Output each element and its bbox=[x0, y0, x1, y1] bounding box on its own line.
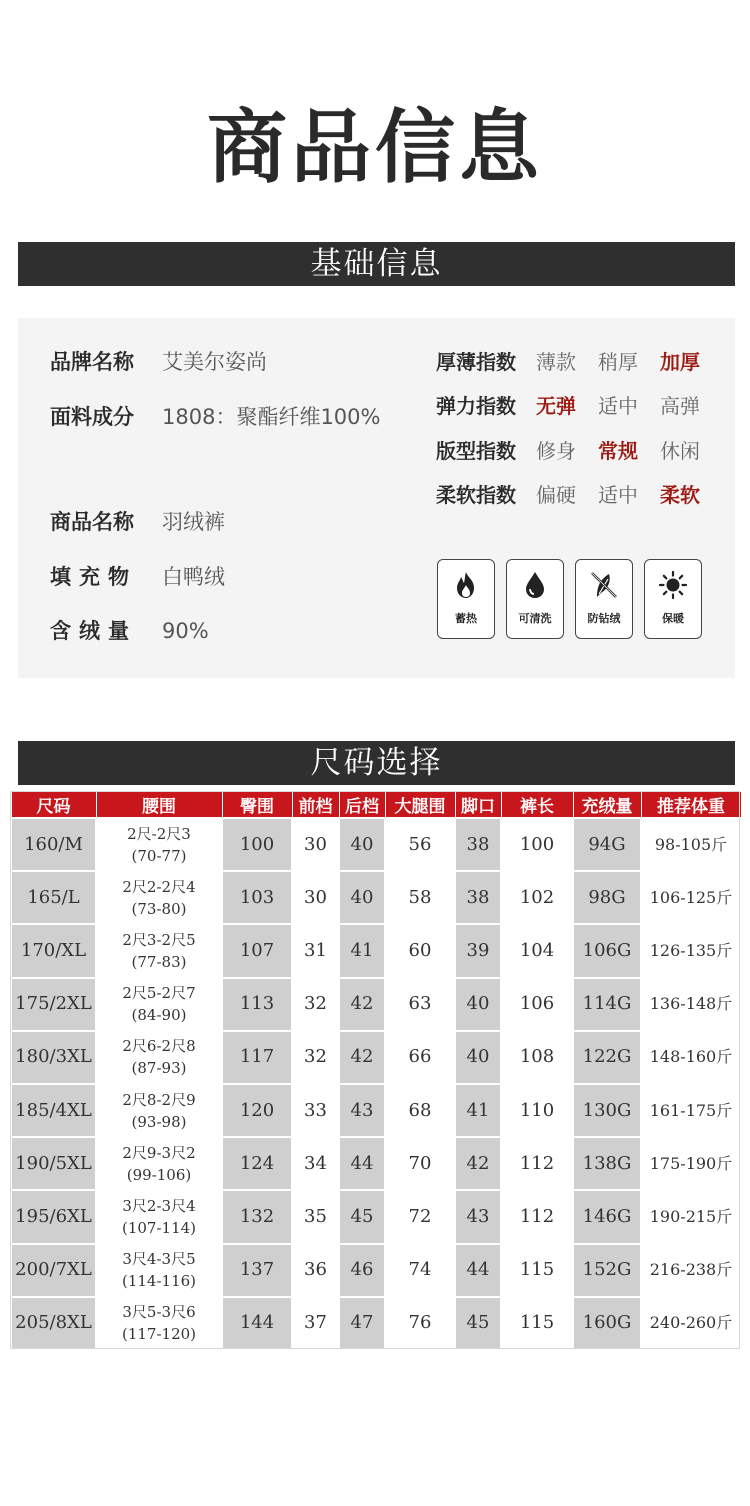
table-cell: 190/5XL bbox=[11, 1137, 96, 1190]
table-cell: 103 bbox=[222, 871, 292, 924]
index-option: 偏硬 bbox=[536, 483, 576, 507]
table-cell: 175-190斤 bbox=[641, 1137, 741, 1190]
table-cell: 32 bbox=[292, 978, 339, 1031]
table-cell: 136-148斤 bbox=[641, 978, 741, 1031]
index-row-elasticity bbox=[436, 391, 722, 421]
index-label: 弹力指数 bbox=[436, 394, 516, 418]
column-header: 脚口 bbox=[455, 792, 501, 819]
table-cell: 94G bbox=[573, 818, 641, 871]
table-cell: 66 bbox=[385, 1031, 455, 1084]
waist-cm: (77-83) bbox=[131, 952, 187, 971]
index-option: 休闲 bbox=[660, 439, 700, 463]
table-cell: 138G bbox=[573, 1137, 641, 1190]
index-option: 稍厚 bbox=[598, 350, 638, 374]
table-cell: 120 bbox=[222, 1084, 292, 1137]
table-cell: 106-125斤 bbox=[641, 871, 741, 924]
table-cell: 160G bbox=[573, 1297, 641, 1350]
table-cell: 40 bbox=[455, 1031, 501, 1084]
table-cell: 74 bbox=[385, 1244, 455, 1297]
info-label: 商品名称 bbox=[50, 510, 134, 534]
waist-cm: (114-116) bbox=[121, 1272, 197, 1291]
info-value: 艾美尔姿尚 bbox=[162, 350, 267, 374]
table-cell: 42 bbox=[339, 978, 385, 1031]
table-cell: 41 bbox=[339, 924, 385, 977]
index-option-selected: 柔软 bbox=[660, 483, 700, 507]
index-option: 修身 bbox=[536, 439, 576, 463]
table-cell: 107 bbox=[222, 924, 292, 977]
index-label: 柔软指数 bbox=[436, 483, 516, 507]
table-cell: 70 bbox=[385, 1137, 455, 1190]
table-cell: 114G bbox=[573, 978, 641, 1031]
table-cell: 76 bbox=[385, 1297, 455, 1350]
table-cell: 161-175斤 bbox=[641, 1084, 741, 1137]
table-cell: 68 bbox=[385, 1084, 455, 1137]
waist-cm: (117-120) bbox=[121, 1325, 197, 1344]
table-cell: 98-105斤 bbox=[641, 818, 741, 871]
info-label: 面料成分 bbox=[50, 405, 134, 429]
table-cell: 190-215斤 bbox=[641, 1190, 741, 1243]
table-row bbox=[11, 978, 741, 1031]
table-cell: 195/6XL bbox=[11, 1190, 96, 1243]
index-option-selected: 常规 bbox=[598, 439, 638, 463]
table-cell: 98G bbox=[573, 871, 641, 924]
table-cell: 152G bbox=[573, 1244, 641, 1297]
waist-cm: (70-77) bbox=[131, 846, 187, 865]
table-row bbox=[11, 1084, 741, 1137]
table-cell: 100 bbox=[222, 818, 292, 871]
column-header: 后档 bbox=[339, 792, 385, 819]
column-header: 尺码 bbox=[11, 792, 96, 819]
sun-icon bbox=[658, 570, 688, 600]
table-row bbox=[11, 1031, 741, 1084]
table-cell: 132 bbox=[222, 1190, 292, 1243]
waist-cm: (73-80) bbox=[131, 899, 187, 918]
table-cell: 40 bbox=[339, 818, 385, 871]
table-cell: 32 bbox=[292, 1031, 339, 1084]
table-cell-waist bbox=[96, 978, 222, 1031]
table-row bbox=[11, 818, 741, 871]
table-cell: 37 bbox=[292, 1297, 339, 1350]
table-cell: 72 bbox=[385, 1190, 455, 1243]
index-option: 适中 bbox=[598, 483, 638, 507]
table-cell: 43 bbox=[455, 1190, 501, 1243]
table-cell: 38 bbox=[455, 818, 501, 871]
index-row-softness bbox=[436, 480, 722, 510]
table-cell: 185/4XL bbox=[11, 1084, 96, 1137]
table-cell: 180/3XL bbox=[11, 1031, 96, 1084]
waist-chi: 3尺4-3尺5 bbox=[122, 1250, 196, 1269]
table-row bbox=[11, 1297, 741, 1350]
column-header: 推荐体重 bbox=[641, 792, 741, 819]
table-cell-waist bbox=[96, 1137, 222, 1190]
size-table-body bbox=[11, 818, 741, 1350]
table-cell: 30 bbox=[292, 818, 339, 871]
column-header: 前档 bbox=[292, 792, 339, 819]
table-cell: 170/XL bbox=[11, 924, 96, 977]
column-header: 臀围 bbox=[222, 792, 292, 819]
table-cell: 102 bbox=[501, 871, 573, 924]
table-cell: 63 bbox=[385, 978, 455, 1031]
table-cell: 30 bbox=[292, 871, 339, 924]
table-cell: 124 bbox=[222, 1137, 292, 1190]
table-cell: 113 bbox=[222, 978, 292, 1031]
table-cell: 56 bbox=[385, 818, 455, 871]
table-cell: 115 bbox=[501, 1244, 573, 1297]
flame-icon bbox=[451, 570, 481, 600]
index-option: 高弹 bbox=[660, 394, 700, 418]
info-label: 品牌名称 bbox=[50, 350, 134, 374]
waist-chi: 2尺8-2尺9 bbox=[122, 1090, 196, 1109]
table-cell: 165/L bbox=[11, 871, 96, 924]
info-value: 羽绒裤 bbox=[162, 510, 225, 534]
feature-washable bbox=[506, 559, 564, 639]
table-cell-waist bbox=[96, 1190, 222, 1243]
table-cell: 130G bbox=[573, 1084, 641, 1137]
index-row-thickness bbox=[436, 347, 722, 377]
table-cell: 175/2XL bbox=[11, 978, 96, 1031]
table-cell: 45 bbox=[339, 1190, 385, 1243]
feature-label: 可清洗 bbox=[518, 612, 552, 625]
table-cell: 106G bbox=[573, 924, 641, 977]
info-row-fabric bbox=[50, 402, 380, 432]
table-cell: 39 bbox=[455, 924, 501, 977]
table-cell-waist bbox=[96, 818, 222, 871]
feature-label: 蓄热 bbox=[455, 612, 477, 625]
info-label: 填充物 bbox=[50, 565, 137, 589]
table-row bbox=[11, 1244, 741, 1297]
table-row bbox=[11, 1137, 741, 1190]
table-cell-waist bbox=[96, 871, 222, 924]
table-row bbox=[11, 1190, 741, 1243]
info-row-product-name bbox=[50, 507, 225, 537]
water-drop-icon bbox=[520, 570, 550, 600]
waist-cm: (107-114) bbox=[121, 1218, 197, 1237]
info-label: 含绒量 bbox=[50, 619, 137, 643]
table-cell: 36 bbox=[292, 1244, 339, 1297]
feature-heat-retention bbox=[437, 559, 495, 639]
waist-chi: 2尺5-2尺7 bbox=[122, 984, 196, 1003]
table-cell: 40 bbox=[455, 978, 501, 1031]
feature-warmth bbox=[644, 559, 702, 639]
index-label: 厚薄指数 bbox=[436, 350, 516, 374]
basic-info-panel bbox=[18, 318, 735, 678]
waist-cm: (99-106) bbox=[126, 1165, 192, 1184]
table-cell: 58 bbox=[385, 871, 455, 924]
table-cell: 115 bbox=[501, 1297, 573, 1350]
table-cell: 104 bbox=[501, 924, 573, 977]
table-cell: 160/M bbox=[11, 818, 96, 871]
info-row-down-content bbox=[50, 616, 209, 646]
table-cell: 216-238斤 bbox=[641, 1244, 741, 1297]
table-cell-waist bbox=[96, 1084, 222, 1137]
table-cell: 35 bbox=[292, 1190, 339, 1243]
table-cell: 200/7XL bbox=[11, 1244, 96, 1297]
table-cell: 144 bbox=[222, 1297, 292, 1350]
size-section-header: 尺码选择 bbox=[18, 741, 735, 785]
table-cell-waist bbox=[96, 1297, 222, 1350]
index-option-selected: 加厚 bbox=[660, 350, 700, 374]
page-title: 商品信息 bbox=[207, 101, 543, 194]
column-header: 充绒量 bbox=[573, 792, 641, 819]
size-table-header-row bbox=[11, 792, 741, 819]
table-row bbox=[11, 924, 741, 977]
table-cell: 106 bbox=[501, 978, 573, 1031]
table-cell: 126-135斤 bbox=[641, 924, 741, 977]
table-cell: 205/8XL bbox=[11, 1297, 96, 1350]
info-row-filling bbox=[50, 562, 225, 592]
table-cell: 45 bbox=[455, 1297, 501, 1350]
table-cell: 42 bbox=[339, 1031, 385, 1084]
table-cell-waist bbox=[96, 924, 222, 977]
index-row-fit bbox=[436, 436, 722, 466]
column-header: 大腿围 bbox=[385, 792, 455, 819]
table-cell: 41 bbox=[455, 1084, 501, 1137]
size-table bbox=[10, 791, 742, 1351]
table-cell: 34 bbox=[292, 1137, 339, 1190]
waist-chi: 3尺2-3尺4 bbox=[122, 1196, 196, 1215]
table-cell: 110 bbox=[501, 1084, 573, 1137]
index-option: 适中 bbox=[598, 394, 638, 418]
waist-cm: (93-98) bbox=[131, 1112, 187, 1131]
table-cell: 240-260斤 bbox=[641, 1297, 741, 1350]
table-cell: 38 bbox=[455, 871, 501, 924]
column-header: 裤长 bbox=[501, 792, 573, 819]
table-cell-waist bbox=[96, 1031, 222, 1084]
basic-info-header: 基础信息 bbox=[18, 242, 735, 286]
index-option: 薄款 bbox=[536, 350, 576, 374]
info-row-brand bbox=[50, 347, 267, 377]
table-cell: 44 bbox=[455, 1244, 501, 1297]
table-cell: 100 bbox=[501, 818, 573, 871]
info-value: 白鸭绒 bbox=[162, 565, 225, 589]
table-cell: 46 bbox=[339, 1244, 385, 1297]
waist-chi: 2尺2-2尺4 bbox=[122, 877, 196, 896]
table-cell: 108 bbox=[501, 1031, 573, 1084]
table-cell: 117 bbox=[222, 1031, 292, 1084]
info-value: 1808：聚酯纤维100% bbox=[162, 405, 381, 429]
waist-cm: (87-93) bbox=[131, 1059, 187, 1078]
table-cell: 112 bbox=[501, 1190, 573, 1243]
table-cell: 40 bbox=[339, 871, 385, 924]
table-cell: 146G bbox=[573, 1190, 641, 1243]
table-cell: 44 bbox=[339, 1137, 385, 1190]
index-label: 版型指数 bbox=[436, 439, 516, 463]
table-cell: 122G bbox=[573, 1031, 641, 1084]
table-cell: 112 bbox=[501, 1137, 573, 1190]
table-cell: 31 bbox=[292, 924, 339, 977]
waist-chi: 2尺6-2尺8 bbox=[122, 1037, 196, 1056]
table-cell-waist bbox=[96, 1244, 222, 1297]
index-option-selected: 无弹 bbox=[536, 394, 576, 418]
table-cell: 137 bbox=[222, 1244, 292, 1297]
waist-chi: 2尺3-2尺5 bbox=[122, 930, 196, 949]
table-cell: 47 bbox=[339, 1297, 385, 1350]
table-cell: 60 bbox=[385, 924, 455, 977]
table-cell: 42 bbox=[455, 1137, 501, 1190]
waist-chi: 3尺5-3尺6 bbox=[122, 1303, 196, 1322]
no-feather-icon bbox=[589, 570, 619, 600]
table-cell: 33 bbox=[292, 1084, 339, 1137]
feature-down-proof bbox=[575, 559, 633, 639]
table-cell: 43 bbox=[339, 1084, 385, 1137]
feature-label: 防钻绒 bbox=[587, 612, 621, 625]
info-value: 90% bbox=[162, 619, 209, 643]
table-row bbox=[11, 871, 741, 924]
waist-chi: 2尺-2尺3 bbox=[127, 824, 191, 843]
waist-chi: 2尺9-3尺2 bbox=[122, 1143, 196, 1162]
waist-cm: (84-90) bbox=[131, 1006, 187, 1025]
feature-label: 保暖 bbox=[662, 612, 684, 625]
table-cell: 148-160斤 bbox=[641, 1031, 741, 1084]
column-header: 腰围 bbox=[96, 792, 222, 819]
